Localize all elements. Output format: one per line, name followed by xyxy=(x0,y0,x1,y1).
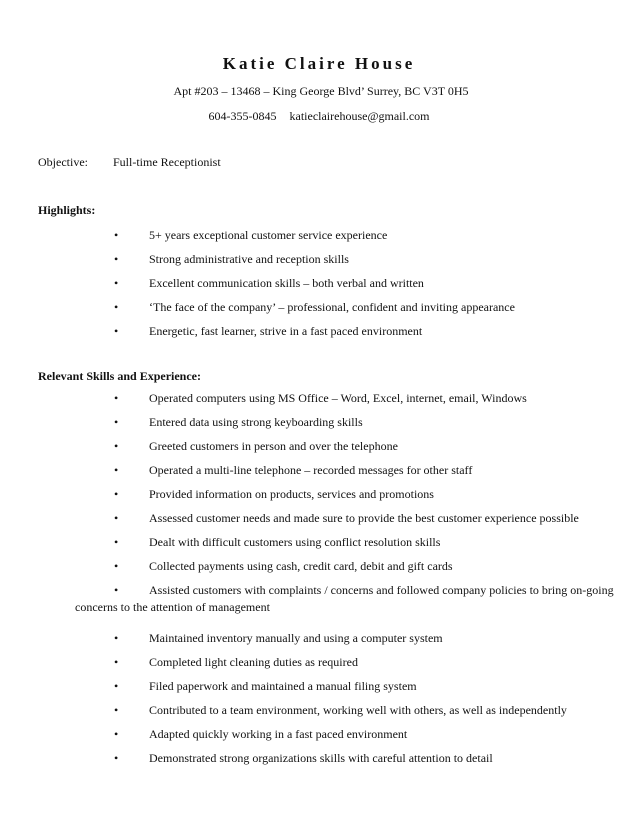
experience-text: Collected payments using cash, credit card, debit and gift cards xyxy=(149,559,453,573)
experience-text: Entered data using strong keyboarding skills xyxy=(149,415,363,429)
list-item xyxy=(0,390,638,414)
bullet: • xyxy=(114,300,119,314)
bullet: • xyxy=(114,751,119,765)
highlight-text: ‘The face of the company’ – professional, confident and inviting appearance xyxy=(149,300,515,314)
email-address: katieclairehouse@gmail.com xyxy=(289,109,430,123)
bullet: • xyxy=(114,559,119,573)
experience-text: Completed light cleaning duties as required xyxy=(149,655,358,669)
list-item xyxy=(0,438,638,462)
experience-text: Adapted quickly working in a fast paced environment xyxy=(149,727,408,741)
phone-number: 604-355-0845 xyxy=(208,109,277,123)
bullet: • xyxy=(114,439,119,453)
list-item xyxy=(0,299,638,323)
bullet: • xyxy=(114,679,119,693)
list-item xyxy=(0,414,638,438)
highlight-text: Excellent communication skills – both verbal and written xyxy=(149,276,424,290)
list-item xyxy=(0,654,638,678)
contact-line xyxy=(0,109,638,124)
highlight-text: Strong administrative and reception skills xyxy=(149,252,349,266)
bullet: • xyxy=(114,631,119,645)
list-item xyxy=(0,702,638,726)
list-item xyxy=(0,227,638,251)
list-item xyxy=(0,678,638,702)
list-item xyxy=(0,582,638,630)
experience-text: Demonstrated strong organizations skills with careful attention to detail xyxy=(149,751,493,765)
experience-list xyxy=(0,390,638,774)
list-item xyxy=(0,486,638,510)
list-item xyxy=(0,750,638,774)
bullet: • xyxy=(114,655,119,669)
experience-text: Operated a multi-line telephone – recorded messages for other staff xyxy=(149,463,473,477)
bullet: • xyxy=(114,463,119,477)
experience-text: Greeted customers in person and over the telephone xyxy=(149,439,398,453)
list-item xyxy=(0,510,638,534)
bullet: • xyxy=(114,415,119,429)
list-item xyxy=(0,726,638,750)
experience-text: Contributed to a team environment, working well with others, as well as independently xyxy=(149,703,567,717)
experience-text: Dealt with difficult customers using conflict resolution skills xyxy=(149,535,441,549)
list-item xyxy=(0,251,638,275)
list-item xyxy=(0,534,638,558)
highlights-list xyxy=(0,227,638,347)
bullet: • xyxy=(114,276,119,290)
experience-heading: Relevant Skills and Experience: xyxy=(38,369,202,383)
bullet: • xyxy=(114,228,119,242)
highlight-text: Energetic, fast learner, strive in a fast paced environment xyxy=(149,324,423,338)
address-line: Apt #203 – 13468 – King George Blvd’ Surrey, BC V3T 0H5 xyxy=(173,84,469,98)
highlight-text: 5+ years exceptional customer service experience xyxy=(149,228,388,242)
bullet: • xyxy=(114,391,119,405)
experience-text: Provided information on products, services and promotions xyxy=(149,487,434,501)
bullet: • xyxy=(114,535,119,549)
experience-text: Assisted customers with complaints / concerns and followed company policies to bring on-going concerns to the attention of management xyxy=(75,583,614,614)
objective-value: Full-time Receptionist xyxy=(113,155,221,169)
bullet: • xyxy=(114,703,119,717)
bullet: • xyxy=(114,324,119,338)
experience-text: Assessed customer needs and made sure to provide the best customer experience possible xyxy=(149,511,579,525)
list-item xyxy=(0,275,638,299)
bullet: • xyxy=(114,487,119,501)
experience-text: Filed paperwork and maintained a manual filing system xyxy=(149,679,417,693)
objective-label: Objective: xyxy=(38,155,88,169)
bullet: • xyxy=(114,583,119,597)
list-item xyxy=(0,462,638,486)
list-item xyxy=(0,558,638,582)
list-item xyxy=(0,630,638,654)
bullet: • xyxy=(114,511,119,525)
experience-text: Maintained inventory manually and using a computer system xyxy=(149,631,443,645)
experience-text: Operated computers using MS Office – Word, Excel, internet, email, Windows xyxy=(149,391,527,405)
bullet: • xyxy=(114,727,119,741)
candidate-name: Katie Claire House xyxy=(222,54,416,73)
bullet: • xyxy=(114,252,119,266)
highlights-heading: Highlights: xyxy=(38,203,96,217)
list-item xyxy=(0,323,638,347)
